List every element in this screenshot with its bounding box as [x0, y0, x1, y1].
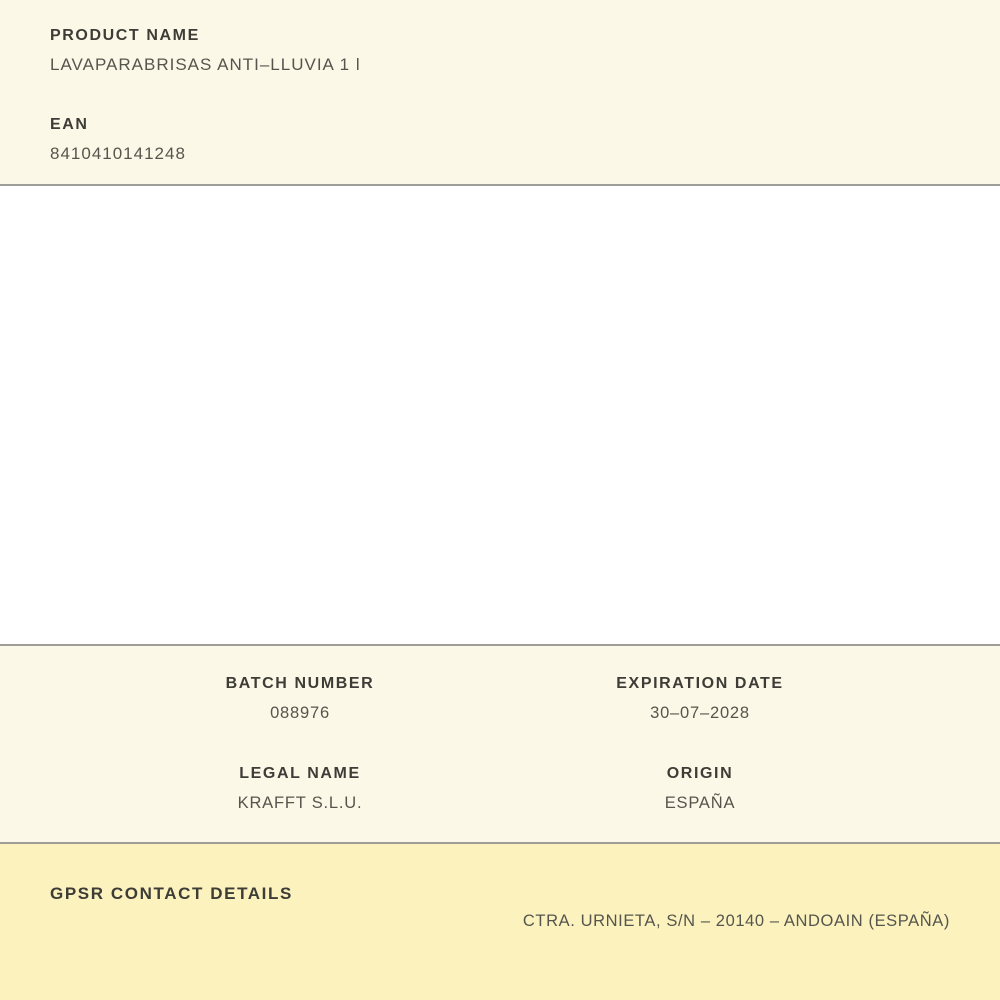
origin-field	[500, 764, 900, 813]
batch-number-label: BATCH NUMBER	[225, 675, 375, 692]
legal-name-value: KRAFFT S.L.U.	[237, 794, 363, 812]
details-grid	[100, 674, 900, 813]
origin-label: ORIGIN	[666, 765, 734, 782]
ean-label: EAN	[50, 116, 89, 133]
batch-number-field	[100, 674, 500, 723]
product-header-section	[0, 0, 1000, 186]
product-name-label: PRODUCT NAME	[50, 27, 200, 44]
origin-value: ESPAÑA	[664, 794, 736, 812]
legal-name-field	[100, 764, 500, 813]
expiration-date-label: EXPIRATION DATE	[616, 675, 784, 692]
expiration-date-field	[500, 674, 900, 723]
product-image-area	[0, 186, 1000, 646]
gpsr-contact-address: CTRA. URNIETA, S/N – 20140 – ANDOAIN (ESPAÑA)	[522, 912, 950, 930]
expiration-date-value: 30–07–2028	[650, 704, 750, 722]
legal-name-label: LEGAL NAME	[239, 765, 361, 782]
gpsr-contact-section	[0, 844, 1000, 1000]
batch-number-value: 088976	[270, 704, 330, 722]
ean-value: 8410410141248	[50, 144, 186, 163]
gpsr-contact-heading: GPSR CONTACT DETAILS	[50, 884, 293, 903]
product-name-value: LAVAPARABRISAS ANTI–LLUVIA 1 l	[50, 55, 361, 74]
product-details-section	[0, 646, 1000, 844]
